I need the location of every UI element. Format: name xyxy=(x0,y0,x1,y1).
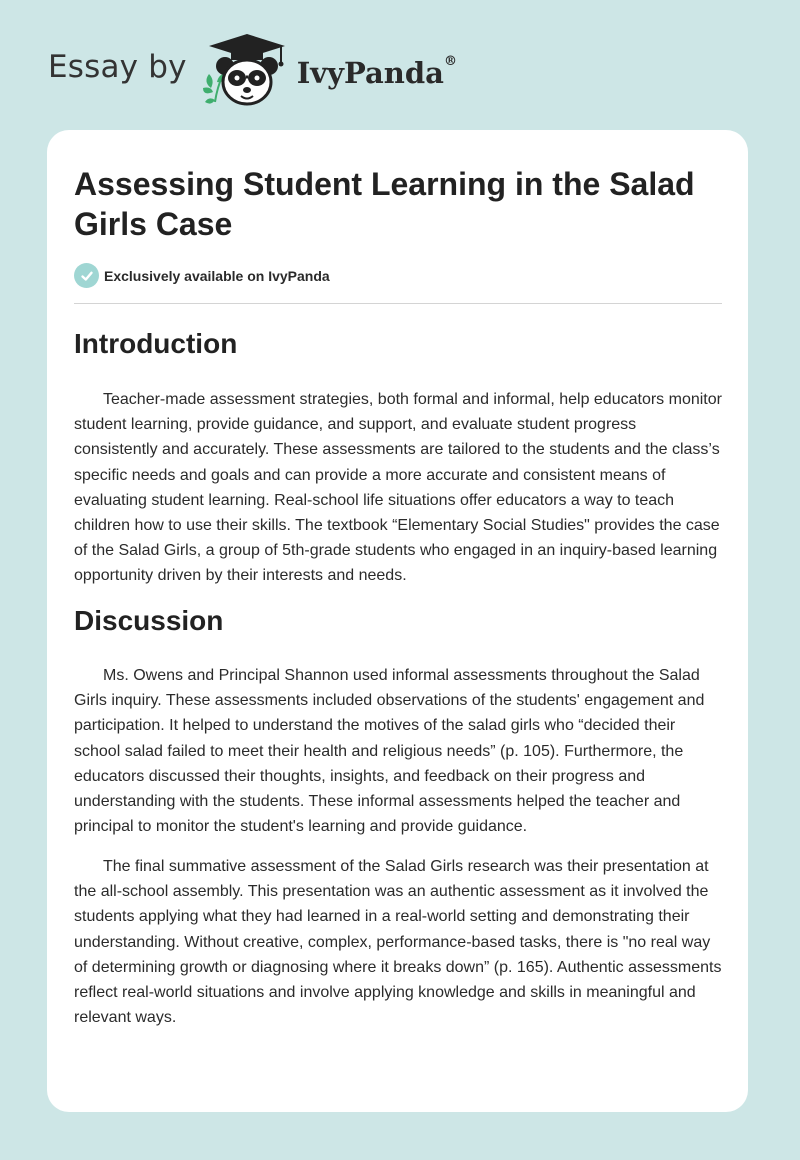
brand-name[interactable]: IvyPanda® xyxy=(296,54,457,90)
discussion-paragraph-2: The final summative assessment of the Salad Girls research was their presentation at the all-school assembly. This presentation was an authentic assessment as it involved the students applying what they had learned in a real-world setting and demonstrating their understanding. Without creative, complex, performance-based tasks, there is "no real way of determining growth or diagnosing where it breaks down” (p. 165). Authentic assessments reflect real-world situations and involve applying knowledge and skills in meaningful and relevant ways. xyxy=(74,858,722,1027)
exclusive-badge-label: Exclusively available on IvyPanda xyxy=(104,267,330,284)
article-title: Assessing Student Learning in the Salad Girls Case xyxy=(74,166,695,242)
section-heading-discussion: Discussion xyxy=(74,605,224,636)
site-header xyxy=(48,30,457,110)
registered-mark: ® xyxy=(443,54,457,69)
panda-graduate-icon[interactable] xyxy=(201,30,293,110)
discussion-paragraph-1: Ms. Owens and Principal Shannon used informal assessments throughout the Salad Girls inquiry. These assessments included observations of the students' engagement and participation. It helped to understand the motives of the salad girls who “decided their school salad failed to meet their health and religious needs” (p. 105). Furthermore, the educators discussed their thoughts, insights, and feedback on their progress and understanding with the students. These informal assessments helped the teacher and principal to monitor the student's learning and provide guidance. xyxy=(74,667,705,836)
introduction-paragraph: Teacher-made assessment strategies, both formal and informal, help educators monitor student learning, provide guidance, and support, and evaluate student progress consistently and accurately. These assessments are tailored to the students and the class’s specific needs and goals and can provide a more accurate and consistent means of evaluating student learning. Real-school life situations offer educators a way to teach children how to use their skills. The textbook “Elementary Social Studies" provides the case of the Salad Girls, a group of 5th-grade students who engaged in an inquiry-based learning opportunity driven by their interests and needs. xyxy=(74,391,722,585)
essay-by-label: Essay by xyxy=(48,49,187,85)
exclusive-badge xyxy=(74,263,330,288)
article-card xyxy=(47,130,748,1112)
section-heading-introduction: Introduction xyxy=(74,328,238,359)
check-icon xyxy=(74,263,99,288)
divider xyxy=(74,303,722,304)
